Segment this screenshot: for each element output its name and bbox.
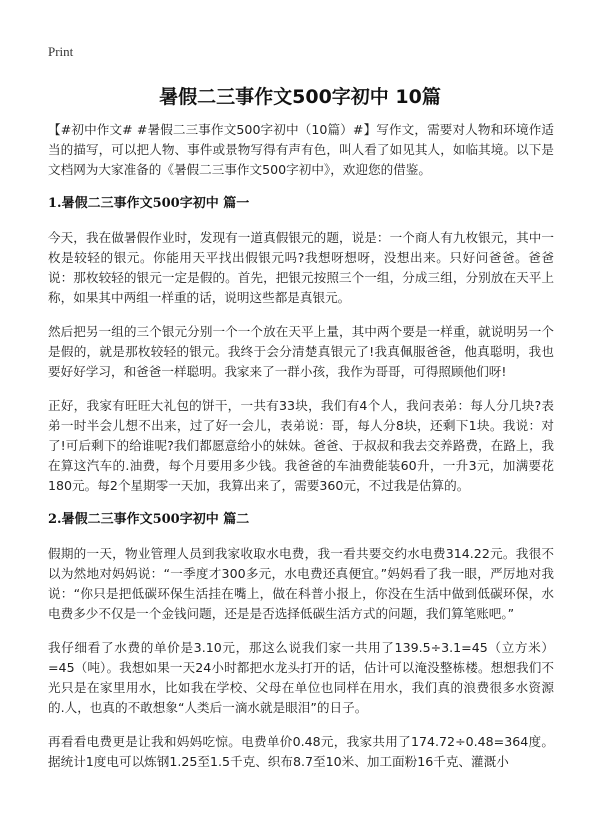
section-heading: 2.暑假二三事作文500字初中 篇二: [48, 512, 250, 527]
print-label[interactable]: Print: [48, 44, 74, 59]
body-paragraph: 再看看电费更是让我和妈妈吃惊。电费单价0.48元，我家共用了174.72÷0.48=364度。据统计1度电可以炼钢1.25至1.5千克、织布8.7至10米、加工面粉16千克、灌溉小: [48, 734, 554, 769]
section-heading: 1.暑假二三事作文500字初中 篇一: [48, 196, 250, 211]
section-1: [48, 194, 554, 496]
document-title: 暑假二三事作文500字初中 10篇: [159, 86, 441, 108]
section-2: [48, 510, 554, 772]
document-body: [48, 120, 554, 786]
body-paragraph: 假期的一天，物业管理人员到我家收取水电费，我一看共要交约水电费314.22元。我很不以为然地对妈妈说：“一季度才300多元，水电费还真便宜。”妈妈看了我一眼，严厉地对我说：“你只是把低碳环保生活挂在嘴上，做在科普小报上，你没在生活中做到低碳环保，水电费多少不仅是一个金钱问题，还是是否选择低碳生活方式的问题，我们算笔账吧。”: [48, 546, 554, 621]
body-paragraph: 然后把另一组的三个银元分别一个一个放在天平上量，其中两个要是一样重，就说明另一个是假的，就是那枚较轻的银元。我终于会分清楚真银元了!我真佩服爸爸，他真聪明，我也要好好学习，和爸爸一样聪明。我家来了一群小孩，我作为哥哥，可得照顾他们呀!: [48, 324, 554, 379]
body-paragraph: 正好，我家有旺旺大礼包的饼干，一共有33块，我们有4个人，我问表弟：每人分几块?表弟一时半会儿想不出来，过了好一会儿，表弟说：哥，每人分8块，还剩下1块。我说：对了!可后剩下的给谁呢?我们都愿意给小的妹妹。爸爸、于叔叔和我去交养路费，在路上，我在算这汽车的.油费，每个月要用多少钱。我爸爸的车油费能装60升，一升3元，加满要花180元。每2个星期零一天加，我算出来了，需要360元，不过我是估算的。: [48, 398, 554, 493]
intro-paragraph: 【#初中作文# #暑假二三事作文500字初中（10篇）#】写作文，需要对人物和环境作适当的描写，可以把人物、事件或景物写得有声有色，叫人看了如见其人，如临其境。以下是文档网为大家准备的《暑假二三事作文500字初中》，欢迎您的借鉴。: [48, 122, 554, 177]
body-paragraph: 今天，我在做暑假作业时，发现有一道真假银元的题，说是：一个商人有九枚银元，其中一枚是较轻的银元。你能用天平找出假银元吗?我想呀想呀，没想出来。只好问爸爸。爸爸说：那枚较轻的银元一定是假的。首先，把银元按照三个一组，分成三组，分别放在天平上称，如果其中两组一样重的话，说明这些都是真银元。: [48, 230, 554, 305]
body-paragraph: 我仔细看了水费的单价是3.10元，那这么说我们家一共用了139.5÷3.1=45（立方米）=45（吨）。我想如果一天24小时都把水龙头打开的话，估计可以淹没整栋楼。想想我们不光只是在家里用水，比如我在学校、父母在单位也同样在用水，我们真的浪费很多水资源的.人，也真的不敢想象“人类后一滴水就是眼泪”的日子。: [48, 640, 554, 715]
